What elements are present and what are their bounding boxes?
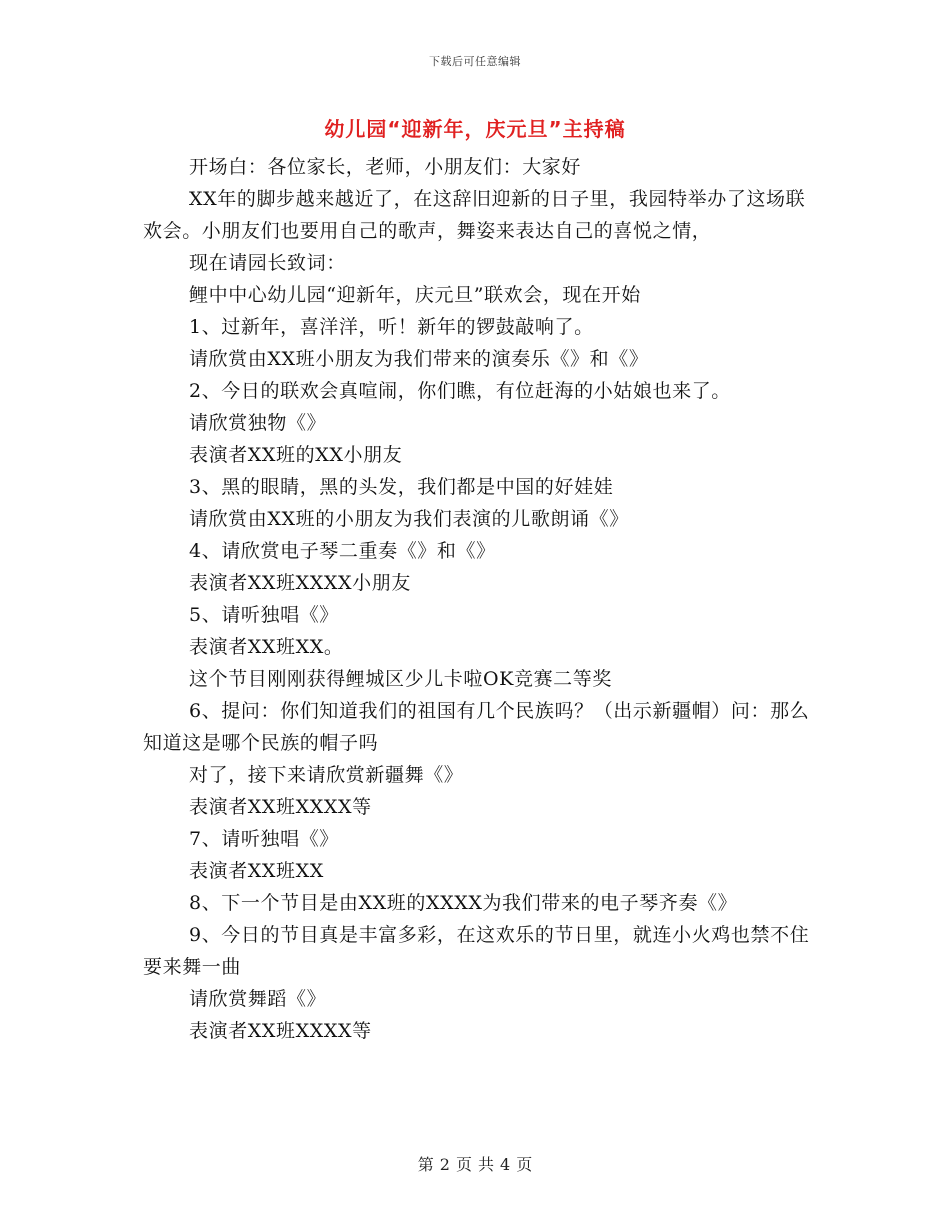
paragraph: 表演者XX班XXXX等 — [189, 796, 372, 818]
paragraph: 表演者XX班XX。 — [189, 636, 344, 658]
paragraph: 请欣赏由XX班小朋友为我们带来的演奏乐《》和《》 — [189, 348, 649, 370]
paragraph: 对了，接下来请欣赏新疆舞《》 — [189, 764, 464, 786]
footer-total-word: 共 — [478, 1155, 495, 1174]
paragraph: 3、黑的眼睛，黑的头发，我们都是中国的好娃娃 — [189, 476, 614, 498]
footer-total-unit: 页 — [516, 1155, 533, 1174]
document-title: 幼儿园“迎新年，庆元旦”主持稿 — [324, 117, 626, 141]
paragraph: 2、今日的联欢会真喧闹，你们瞧，有位赶海的小姑娘也来了。 — [189, 380, 731, 402]
paragraph: 6、提问：你们知道我们的祖国有几个民族吗？（出示新疆帽）问：那么知道这是哪个民族的帽子吗 — [143, 700, 810, 754]
footer-total-pages: 4 — [500, 1155, 511, 1174]
page-header-note: 下载后可任意编辑 — [429, 55, 521, 68]
paragraph: 表演者XX班的XX小朋友 — [189, 444, 403, 466]
document-body — [143, 151, 823, 1047]
paragraph: 鲤中中心幼儿园“迎新年，庆元旦”联欢会，现在开始 — [189, 284, 641, 306]
footer-page-unit: 页 — [455, 1155, 472, 1174]
paragraph: 8、下一个节目是由XX班的XXXX为我们带来的电子琴齐奏《》 — [189, 892, 738, 914]
paragraph: 9、今日的节目真是丰富多彩，在这欢乐的节日里，就连小火鸡也禁不住要来舞一曲 — [143, 924, 810, 978]
footer-current-page: 2 — [439, 1155, 450, 1174]
paragraph: 7、请听独唱《》 — [189, 828, 339, 850]
paragraph: 5、请听独唱《》 — [189, 604, 339, 626]
paragraph: 表演者XX班XX — [189, 860, 324, 882]
paragraph: 表演者XX班XXXX小朋友 — [189, 572, 411, 594]
paragraph: XX年的脚步越来越近了，在这辞旧迎新的日子里，我园特举办了这场联欢会。小朋友们也要用自己的歌声，舞姿来表达自己的喜悦之情， — [143, 188, 806, 242]
paragraph: 请欣赏独物《》 — [189, 412, 327, 434]
paragraph: 表演者XX班XXXX等 — [189, 1020, 372, 1042]
paragraph: 请欣赏由XX班的小朋友为我们表演的儿歌朗诵《》 — [189, 508, 629, 530]
paragraph: 请欣赏舞蹈《》 — [189, 988, 327, 1010]
paragraph: 4、请欣赏电子琴二重奏《》和《》 — [189, 540, 496, 562]
paragraph: 1、过新年，喜洋洋，听！新年的锣鼓敲响了。 — [189, 316, 594, 338]
paragraph: 这个节目刚刚获得鲤城区少儿卡啦OK竞赛二等奖 — [189, 668, 612, 690]
paragraph: 开场白：各位家长，老师，小朋友们：大家好 — [189, 156, 582, 178]
footer-page-word: 第 — [417, 1155, 434, 1174]
page-footer — [0, 1152, 950, 1175]
paragraph: 现在请园长致词： — [189, 252, 346, 274]
